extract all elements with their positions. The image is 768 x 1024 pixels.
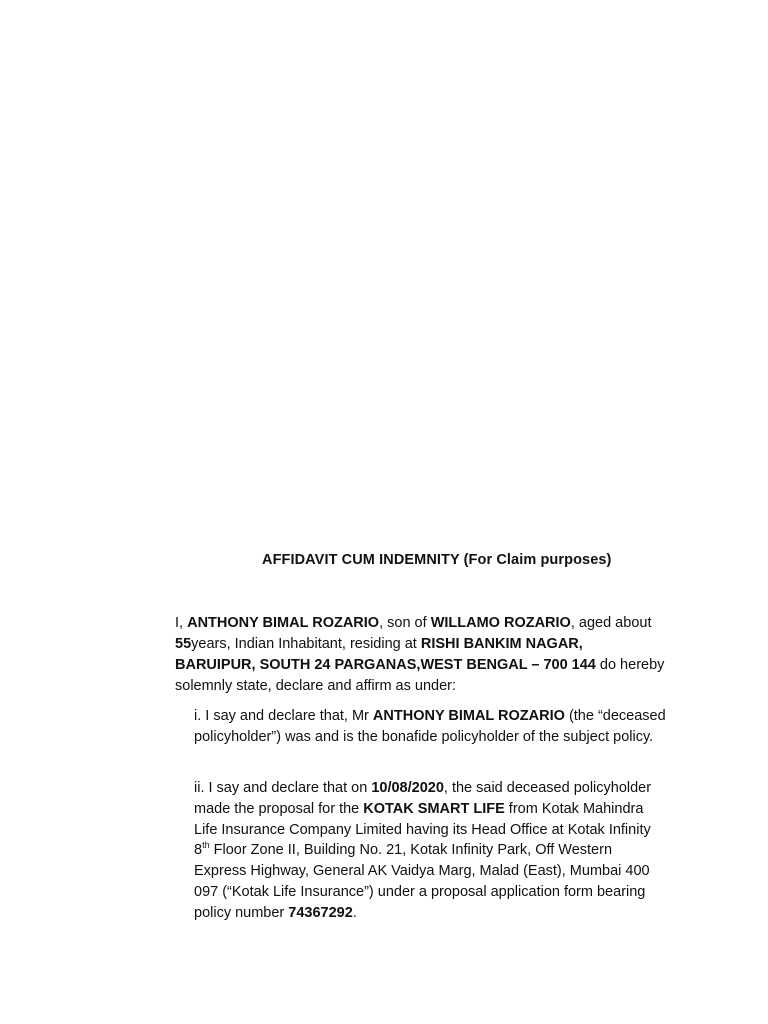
product-name: KOTAK SMART LIFE <box>363 800 505 817</box>
declaration-item-1 <box>194 706 668 748</box>
deponent-name: ANTHONY BIMAL ROZARIO <box>187 615 380 631</box>
item2-text-3: from Kotak Mahindra Life Insurance Company Limited having its Head Office at Kotak Infinity 8 <box>194 800 651 859</box>
intro-text-2: , son of <box>379 615 431 631</box>
intro-text-5: do hereby solemnly state, declare and affirm as under: <box>175 657 665 694</box>
item1-text-1: i. I say and declare that, Mr <box>194 708 373 724</box>
ordinal-suffix: th <box>202 840 210 851</box>
document-title: AFFIDAVIT CUM INDEMNITY (For Claim purposes) <box>262 552 612 568</box>
intro-text-1: I, <box>175 615 188 631</box>
intro-text-4: years, Indian Inhabitant, residing at <box>191 636 421 652</box>
item2-text-5: . <box>352 904 357 921</box>
item2-text-4: Floor Zone II, Building No. 21, Kotak Infinity Park, Off Western Express Highway, General AK Vaidya Marg, Malad (East), Mumbai 400 097 (“Kotak Life Insurance”) under a proposal application form bearing policy number <box>194 842 650 921</box>
deponent-age: 55 <box>175 636 192 652</box>
father-name: WILLAMO ROZARIO <box>430 615 571 631</box>
item1-text-2: (the “deceased policyholder”) was and is the bonafide policyholder of the subject policy. <box>194 708 666 745</box>
item2-text-2: , the said deceased policyholder made the proposal for the <box>194 780 652 817</box>
deponent-address: RISHI BANKIM NAGAR, BARUIPUR, SOUTH 24 PARGANAS,WEST BENGAL – 700 144 <box>175 636 596 673</box>
item2-text-1: ii. I say and declare that on <box>194 780 372 796</box>
intro-text-3: , aged about <box>570 615 652 631</box>
declaration-item-2 <box>194 778 668 924</box>
intro-paragraph <box>175 613 667 697</box>
proposal-date: 10/08/2020 <box>371 780 444 796</box>
policy-number: 74367292 <box>288 904 353 921</box>
policyholder-name: ANTHONY BIMAL ROZARIO <box>372 708 565 724</box>
